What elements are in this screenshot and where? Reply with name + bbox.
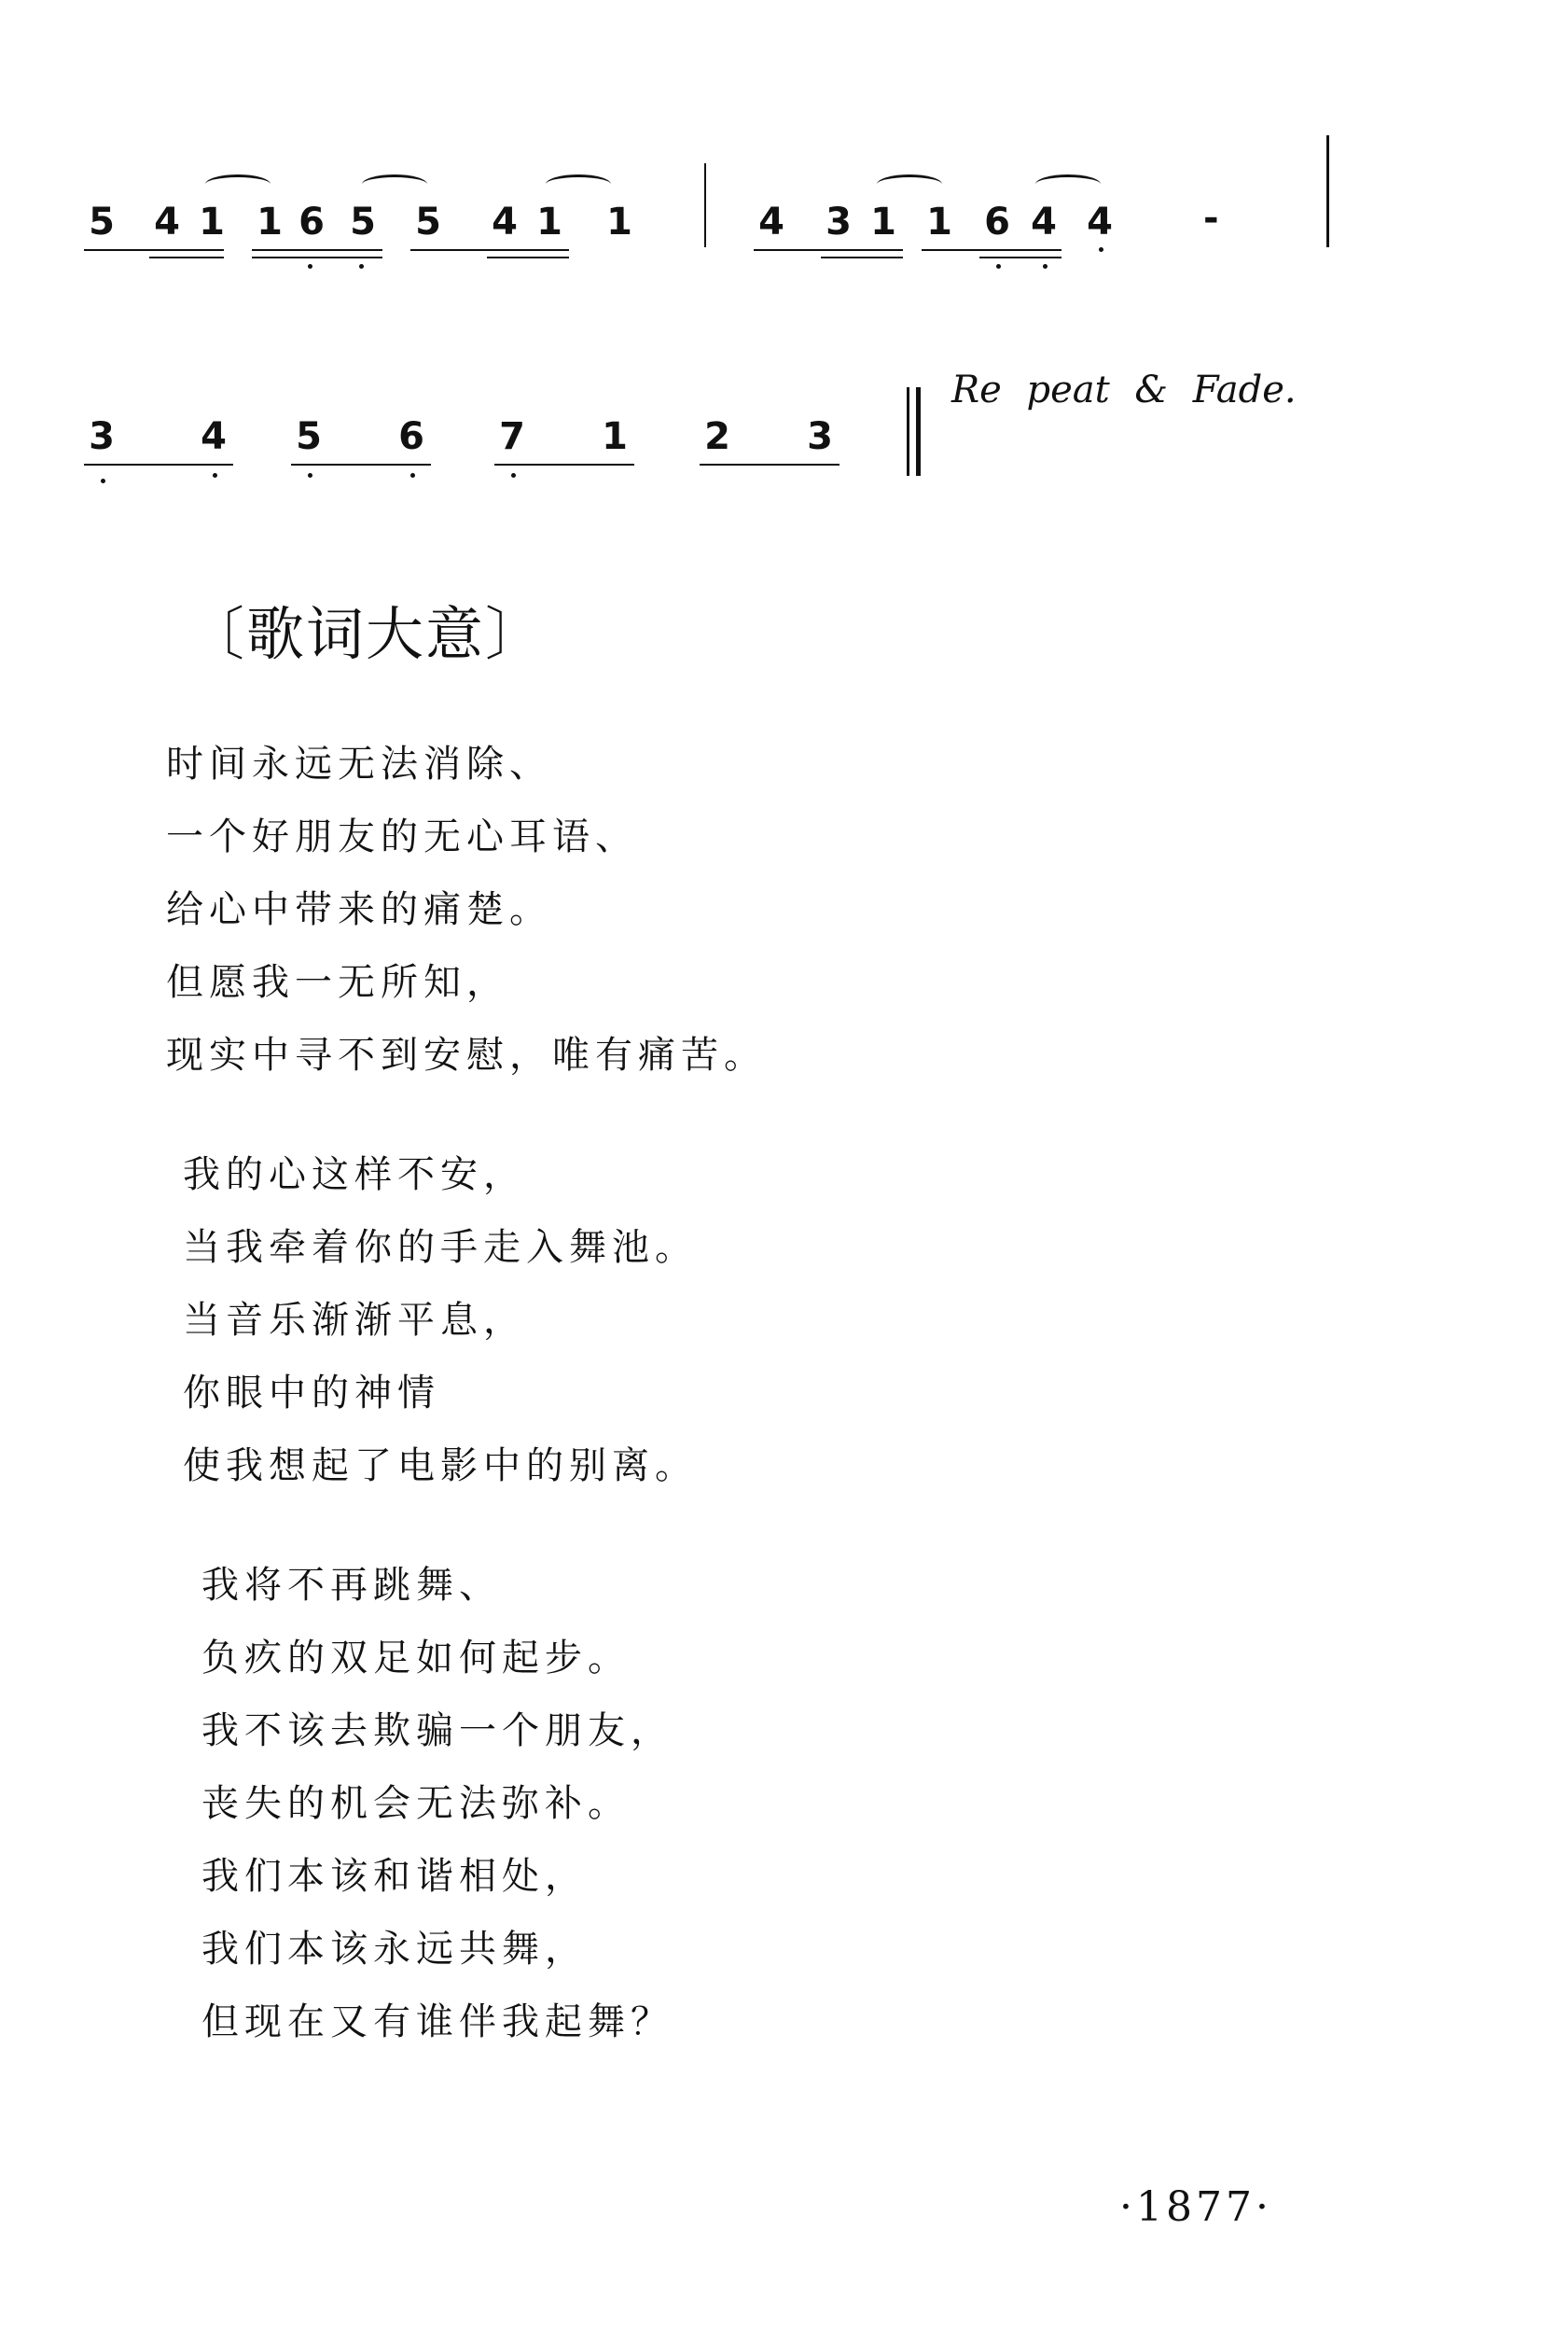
note: 1 [536, 201, 564, 244]
lyric-line: 使我想起了电影中的别离。 [183, 1444, 698, 1487]
lyric-line: 我们本该永远共舞， [201, 1928, 588, 1971]
beam [252, 249, 382, 251]
beam [149, 257, 224, 258]
sustain-dash: - [1203, 197, 1221, 240]
note: 1 [926, 201, 954, 244]
lyric-line: 现实中寻不到安慰，唯有痛苦。 [166, 1034, 767, 1077]
note: 6 [398, 415, 426, 458]
lyric-line: 丧失的机会无法弥补。 [201, 1782, 631, 1825]
note: 1 [606, 201, 634, 244]
beam [252, 257, 382, 258]
stanza-1 [166, 728, 767, 1092]
octave-dot [410, 473, 415, 478]
note: 1 [870, 201, 898, 244]
beam [922, 249, 1062, 251]
slur [877, 174, 942, 194]
note: 1 [602, 415, 630, 458]
page-number: ·1877· [1119, 2183, 1272, 2231]
lyric-line: 一个好朋友的无心耳语、 [166, 815, 638, 858]
octave-dot [996, 264, 1001, 269]
octave-dot [308, 473, 312, 478]
bar-line [704, 163, 706, 247]
note: 3 [826, 201, 853, 244]
beam [84, 464, 233, 466]
note: 6 [984, 201, 1012, 244]
note: 5 [350, 201, 378, 244]
lyric-line: 但愿我一无所知， [166, 961, 509, 1004]
lyric-line: 时间永远无法消除、 [166, 743, 552, 786]
stanza-2 [183, 1138, 698, 1502]
repeat-bar-line [907, 387, 909, 476]
note: 1 [257, 201, 284, 244]
octave-dot [1043, 264, 1048, 269]
repeat-fade-text: Re peat & Fade. [951, 369, 1297, 411]
beam [487, 257, 569, 258]
octave-dot [511, 473, 516, 478]
lyric-line: 我们本该和谐相处， [201, 1855, 588, 1898]
beam [700, 464, 840, 466]
note: 3 [807, 415, 835, 458]
note: 4 [201, 415, 229, 458]
octave-dot [359, 264, 364, 269]
section-title: 〔歌词大意〕 [187, 600, 546, 668]
note: 4 [154, 201, 182, 244]
lyric-line: 我的心这样不安， [183, 1153, 526, 1196]
note: 6 [298, 201, 326, 244]
slur [205, 174, 271, 194]
note: 1 [199, 201, 227, 244]
slur [546, 174, 611, 194]
lyric-line: 给心中带来的痛楚。 [166, 888, 552, 931]
bar-line [1326, 135, 1329, 247]
note: 7 [499, 415, 527, 458]
slur [1035, 174, 1101, 194]
lyric-line: 负疚的双足如何起步。 [201, 1637, 631, 1679]
note: 4 [492, 201, 520, 244]
note: 5 [296, 415, 324, 458]
beam [494, 464, 634, 466]
beam [291, 464, 431, 466]
score-line-1 [84, 197, 1390, 275]
note: 4 [758, 201, 786, 244]
note: 3 [89, 415, 117, 458]
octave-dot [1099, 247, 1103, 252]
octave-dot [213, 473, 217, 478]
note: 5 [89, 201, 117, 244]
slur [362, 174, 427, 194]
beam [84, 249, 224, 251]
note: 4 [1087, 201, 1115, 244]
beam [754, 249, 903, 251]
lyric-line: 当音乐渐渐平息， [183, 1299, 526, 1342]
lyric-line: 当我牵着你的手走入舞池。 [183, 1226, 698, 1269]
lyric-line: 我将不再跳舞、 [201, 1564, 502, 1607]
note: 2 [704, 415, 732, 458]
beam [410, 249, 569, 251]
score-line-2 [84, 415, 1390, 490]
lyric-line: 但现在又有谁伴我起舞？ [201, 2000, 673, 2043]
lyric-line: 你眼中的神情 [183, 1372, 440, 1414]
note: 4 [1031, 201, 1059, 244]
beam [821, 257, 903, 258]
lyric-line: 我不该去欺骗一个朋友， [201, 1709, 673, 1752]
note: 5 [415, 201, 443, 244]
beam [979, 257, 1062, 258]
repeat-bar-line [916, 387, 921, 476]
stanza-3 [201, 1549, 673, 2058]
octave-dot [101, 479, 105, 483]
octave-dot [308, 264, 312, 269]
